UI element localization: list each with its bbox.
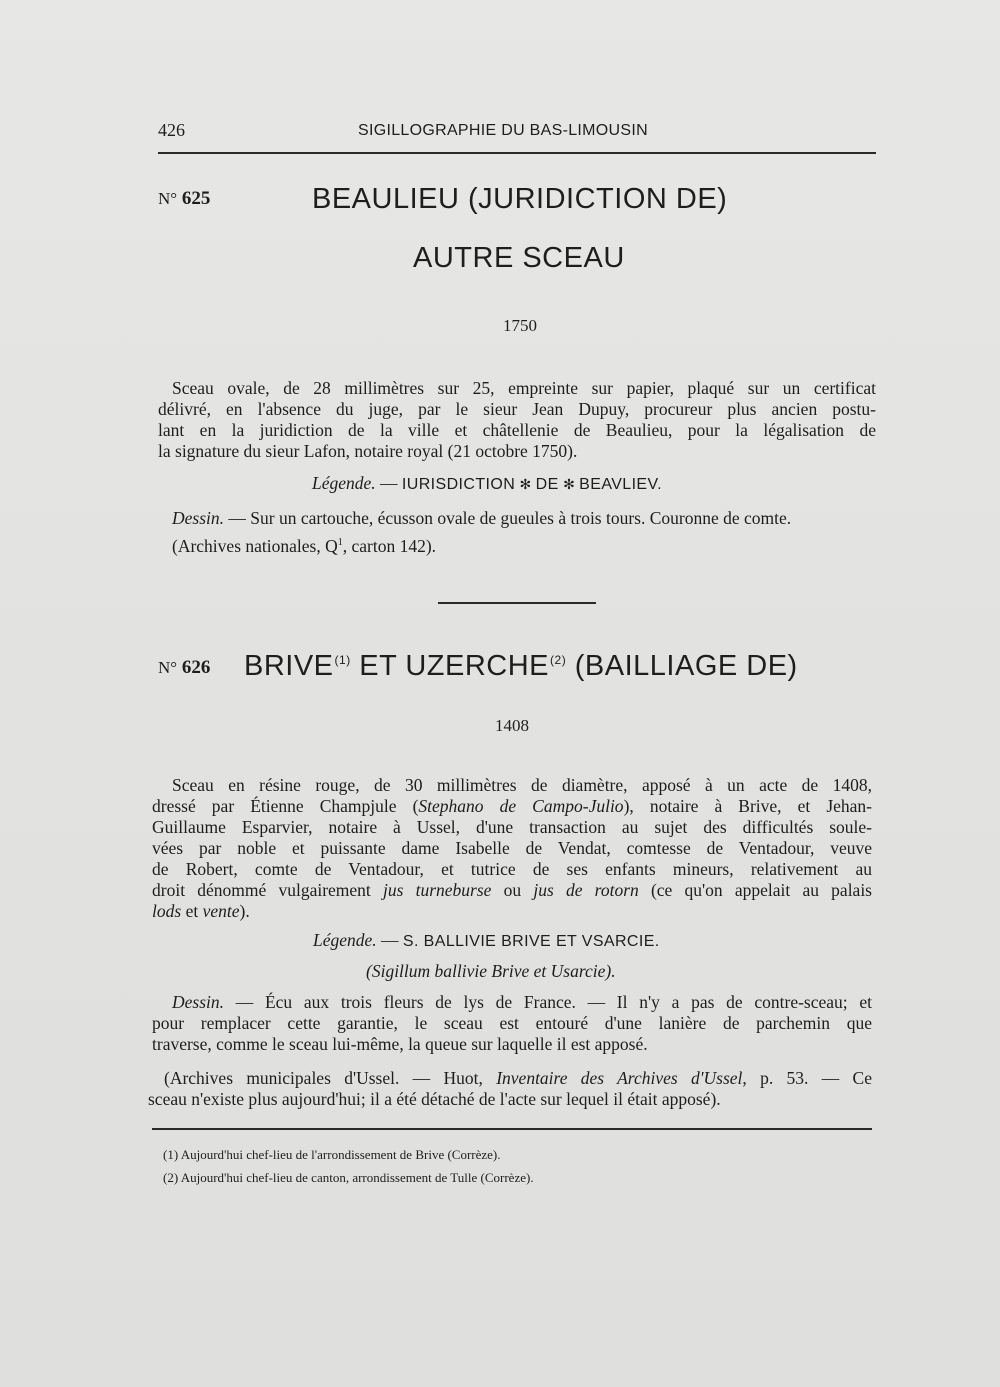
entry-626-drawing-line: traverse, comme le sceau lui-même, la queue sur laquelle il est apposé.: [152, 1034, 648, 1054]
entry-626-source-line: [148, 1068, 872, 1089]
entry-626-number: [158, 657, 210, 679]
entry-626-drawing-line: [152, 992, 872, 1013]
italic-run: Stephano de Campo-Julio: [418, 796, 624, 816]
legend-dash: —: [376, 930, 403, 950]
italic-run: jus de rotorn: [533, 880, 639, 900]
title-part: BRIVE: [244, 650, 334, 682]
entry-626-legend: [313, 930, 660, 951]
entry-625-number: [158, 188, 210, 210]
text-run: et: [181, 901, 203, 921]
italic-run: Inventaire des Archives d'Ussel: [496, 1068, 743, 1088]
page-number: 426: [158, 120, 185, 140]
footnote-2: (2) Aujourd'hui chef-lieu de canton, arrondissement de Tulle (Corrèze).: [163, 1170, 534, 1185]
title-part: ET UZERCHE: [350, 650, 550, 682]
entry-625-source: [172, 536, 436, 557]
text-run: — Écu aux trois fleurs de lys de France. — Il n'y a pas de contre-sceau; et: [224, 992, 872, 1012]
entry-625-subtitle: AUTRE SCEAU: [413, 242, 625, 274]
source-superscript: 1: [337, 537, 343, 549]
entry-626-number-value: 626: [181, 657, 211, 678]
legend-text: S. BALLIVIE BRIVE ET VSARCIE.: [402, 933, 660, 950]
entry-625-date: 1750: [503, 316, 537, 335]
footnote-rule: [152, 1128, 872, 1130]
text-run: ).: [239, 901, 250, 921]
entry-626-description: [152, 775, 872, 922]
footnote-ref: (1): [334, 653, 351, 668]
entry-626-number-prefix: N°: [158, 658, 178, 677]
entry-626-drawing: [152, 992, 872, 1055]
entry-626-source-line: sceau n'existe plus aujourd'hui; il a été détaché de l'acte sur lequel il était apposé).: [148, 1089, 721, 1109]
entry-626-description-line: de Robert, comte de Ventadour, et tutrice de ses enfants mineurs, relativement au: [152, 859, 872, 879]
legend-label: Légende.: [312, 473, 376, 493]
italic-run: jus turneburse: [382, 880, 492, 900]
legend-text: BEAVLIEV.: [579, 476, 662, 493]
legend-text: IURISDICTION: [401, 476, 516, 493]
entry-625-description-line: la signature du sieur Lafon, notaire royal (21 octobre 1750).: [158, 441, 578, 461]
entry-626-drawing-line: pour remplacer cette garantie, le sceau est entouré d'une lanière de parchemin que: [152, 1013, 872, 1033]
text-run: , p. 53. — Ce: [742, 1068, 872, 1088]
italic-run: vente: [202, 901, 240, 921]
entry-625-drawing: [172, 508, 791, 529]
section-separator: [438, 602, 596, 604]
entry-626-description-line: vées par noble et puissante dame Isabelle de Vendat, comtesse de Ventadour, veuve: [152, 838, 872, 858]
entry-625-number-prefix: N°: [158, 189, 178, 208]
drawing-label: Dessin.: [172, 992, 225, 1012]
legend-text: DE: [535, 476, 559, 493]
entry-625-description-line: Sceau ovale, de 28 millimètres sur 25, empreinte sur papier, plaqué sur un certificat: [172, 378, 876, 398]
entry-625-number-value: 625: [181, 188, 211, 209]
drawing-label: Dessin.: [172, 508, 225, 528]
text-run: ), notaire à Brive, et Jehan-: [623, 796, 872, 816]
text-run: (ce qu'on appelait au palais: [638, 880, 872, 900]
text-run: ou: [491, 880, 534, 900]
legend-label: Légende.: [313, 930, 377, 950]
text-run: droit dénommé vulgairement: [152, 880, 383, 900]
entry-626-description-line: Guillaume Esparvier, notaire à Ussel, d'une transaction au sujet des difficultés soule-: [152, 817, 872, 837]
entry-625-title: BEAULIEU (JURIDICTION DE): [312, 183, 728, 215]
source-text: (Archives nationales, Q: [172, 536, 338, 556]
drawing-text: — Sur un cartouche, écusson ovale de gueules à trois tours. Couronne de comte.: [224, 508, 792, 528]
entry-625-legend: [312, 473, 662, 494]
legend-dash: —: [375, 473, 402, 493]
footnote-ref: (2): [550, 653, 567, 668]
entry-626-description-line: [152, 796, 872, 817]
entry-625-description-line: délivré, en l'absence du juge, par le sieur Jean Dupuy, procureur plus ancien postu-: [158, 399, 876, 419]
header-rule: [158, 152, 876, 154]
text-run: dressé par Étienne Champjule (: [152, 796, 419, 816]
entry-626-date: 1408: [495, 716, 529, 735]
title-part: (BAILLIAGE DE): [566, 650, 798, 682]
running-title: SIGILLOGRAPHIE DU BAS-LIMOUSIN: [358, 122, 648, 139]
entry-626-source: [148, 1068, 872, 1110]
legend-latin-text: (Sigillum ballivie Brive et Usarcie).: [366, 961, 616, 981]
entry-625-description-line: lant en la juridiction de la ville et châtellenie de Beaulieu, pour la légalisation de: [158, 420, 876, 440]
star-separator-icon: ✻: [563, 478, 575, 493]
entry-625-description: [158, 378, 876, 462]
italic-run: lods: [152, 901, 182, 921]
entry-626-legend-latin: [366, 961, 616, 982]
entry-626-description-line: [152, 901, 872, 922]
footnote-1: (1) Aujourd'hui chef-lieu de l'arrondissement de Brive (Corrèze).: [163, 1147, 501, 1162]
entry-626-description-line: Sceau en résine rouge, de 30 millimètres de diamètre, apposé à un acte de 1408,: [172, 775, 872, 795]
source-text: , carton 142).: [342, 536, 437, 556]
text-run: (Archives municipales d'Ussel. — Huot,: [164, 1068, 497, 1088]
page-header: [158, 118, 876, 148]
star-separator-icon: ✻: [519, 478, 532, 493]
entry-626-description-line: [152, 880, 872, 901]
entry-626-title: [244, 650, 798, 683]
